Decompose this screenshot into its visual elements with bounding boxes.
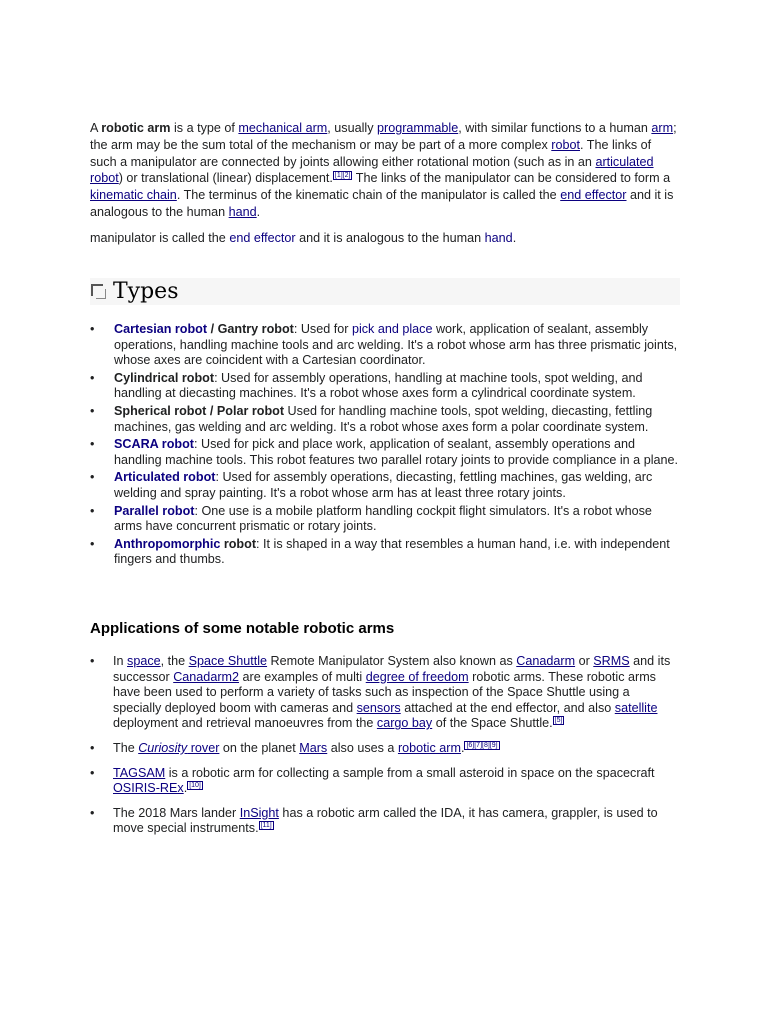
cylindrical-robot-term: Cylindrical robot — [114, 370, 215, 385]
reference-6-9[interactable]: [6][7][8][9] — [466, 741, 498, 749]
types-section-header — [90, 278, 680, 305]
link-kinematic-chain[interactable]: kinematic chain — [90, 188, 177, 203]
list-item: • Articulated robot: Used for assembly operations, diecasting, fettling machines, gas welding, arc welding and spray painting. It's a robot whose arm has at least three rotary joints. — [90, 470, 680, 501]
link-curiosity[interactable]: Curiosity — [138, 740, 188, 755]
list-item: • The Curiosity rover on the planet Mars also uses a robotic arm. [6][7][8][9] — [90, 741, 680, 757]
list-item: • Spherical robot / Polar robot Used for handling machine tools, spot welding, diecasting, fettling machines, gas welding and arc welding. It's a robot whose axes form a polar coordinate system. — [90, 404, 680, 435]
link-end-effector-2[interactable]: end effector — [229, 231, 296, 245]
reference-5[interactable]: [5] — [554, 717, 563, 725]
polar-robot-term: Polar robot — [216, 403, 285, 418]
types-heading: Types — [113, 279, 179, 304]
link-parallel-robot[interactable]: Parallel robot — [114, 503, 195, 518]
link-satellite[interactable]: satellite — [614, 700, 658, 715]
link-sensors[interactable]: sensors — [356, 700, 401, 715]
link-space-shuttle[interactable]: Space Shuttle — [188, 654, 268, 668]
link-degree-of-freedom[interactable]: degree of freedom — [365, 669, 469, 684]
collapse-toggle-icon[interactable] — [91, 284, 103, 296]
link-canadarm[interactable]: Canadarm — [516, 654, 576, 668]
link-scara-robot[interactable]: SCARA robot — [114, 437, 194, 452]
link-cartesian-robot[interactable]: Cartesian robot — [114, 322, 208, 336]
applications-list — [90, 654, 680, 846]
link-osiris-rex[interactable]: OSIRIS-REx — [113, 781, 184, 796]
link-canadarm2[interactable]: Canadarm2 — [173, 669, 240, 684]
list-item: • In space, the Space Shuttle Remote Manipulator System also known as Canadarm or SRMS and its successor Canadarm2 are examples of multi degree of freedom robotic arms. These robotic arms have been used to perform a variety of tasks such as inspection of the Space Shuttle using a specially deployed boom with cameras and sensors attached at the end effector, and also satellite deployment and retrieval manoeuvres from the cargo bay of the Space Shuttle. [5] — [90, 654, 680, 732]
link-mechanical-arm[interactable]: mechanical arm — [238, 121, 328, 135]
link-pick-and-place[interactable]: pick and place — [351, 322, 433, 336]
list-item: • The 2018 Mars lander InSight has a robotic arm called the IDA, it has camera, grappler, is used to move special instruments. [11] — [90, 806, 680, 837]
bold-term: robotic arm — [101, 121, 171, 135]
reference-10[interactable]: [10] — [189, 781, 201, 789]
list-item: • Cylindrical robot: Used for assembly operations, handling at machine tools, spot welding, and handling at diecasting machines. It's a robot whose axes form a cylindrical coordinate system. — [90, 371, 680, 402]
applications-heading: Applications of some notable robotic arms — [90, 620, 395, 637]
link-space[interactable]: space — [127, 654, 161, 668]
link-programmable[interactable]: programmable — [377, 121, 459, 135]
link-cargo-bay[interactable]: cargo bay — [376, 716, 433, 731]
list-item: • TAGSAM is a robotic arm for collecting a sample from a small asteroid in space on the spacecraft OSIRIS-REx. [10] — [90, 766, 680, 797]
link-robot[interactable]: robot — [551, 137, 580, 152]
link-anthropomorphic[interactable]: Anthropomorphic — [114, 536, 221, 551]
link-rover[interactable]: rover — [187, 740, 220, 755]
reference-11[interactable]: [11] — [260, 822, 272, 830]
link-mars[interactable]: Mars — [299, 740, 328, 755]
link-hand-2[interactable]: hand — [484, 231, 513, 245]
link-insight[interactable]: InSight — [239, 805, 279, 820]
link-articulated-robot-type[interactable]: Articulated robot — [114, 470, 216, 485]
link-articulated-robot[interactable]: articulated robot — [90, 154, 654, 186]
link-hand[interactable]: hand — [228, 204, 257, 219]
link-arm[interactable]: arm — [651, 121, 674, 135]
gantry-robot-term: Gantry robot — [217, 322, 294, 336]
list-item: • Cartesian robot / Gantry robot: Used for pick and place work, application of sealant, assembly operations, handling machine tools and arc welding. It's a robot whose arm has three prismatic joints, whose axes are coincident with a Cartesian coordinator. — [90, 322, 680, 369]
list-item: • SCARA robot: Used for pick and place work, application of sealant, assembly operations and handling machine tools. This robot features two parallel rotary joints to provide compliance in a plane. — [90, 437, 680, 468]
link-robotic-arm[interactable]: robotic arm — [397, 740, 461, 755]
spherical-robot-term: Spherical robot — [114, 403, 207, 418]
reference-1-2[interactable]: [1][2] — [334, 172, 351, 180]
intro-paragraph: A robotic arm is a type of mechanical arm, usually programmable, with similar functions to a human arm; the arm may be the sum total of the mechanism or may be part of a more complex robot. The links of such a manipulator are connected by joints allowing either rotational motion (such as in an articulated robot) or translational (linear) displacement. [1][2] The links of the manipulator can be considered to form a kinematic chain. The terminus of the kinematic chain of the manipulator is called the end effector and it is analogous to the human hand. — [90, 121, 677, 219]
list-item: • Parallel robot: One use is a mobile platform handling cockpit flight simulators. It's a robot whose arms have concurrent prismatic or rotary joints. — [90, 504, 680, 535]
link-tagsam[interactable]: TAGSAM — [113, 765, 166, 780]
types-list — [90, 322, 680, 570]
list-item: • Anthropomorphic robot: It is shaped in a way that resembles a human hand, i.e. with independent fingers and thumbs. — [90, 537, 680, 568]
link-srms[interactable]: SRMS — [593, 654, 630, 668]
repeated-line: manipulator is called the end effector and it is analogous to the human hand. — [90, 231, 517, 245]
link-end-effector[interactable]: end effector — [560, 188, 627, 203]
